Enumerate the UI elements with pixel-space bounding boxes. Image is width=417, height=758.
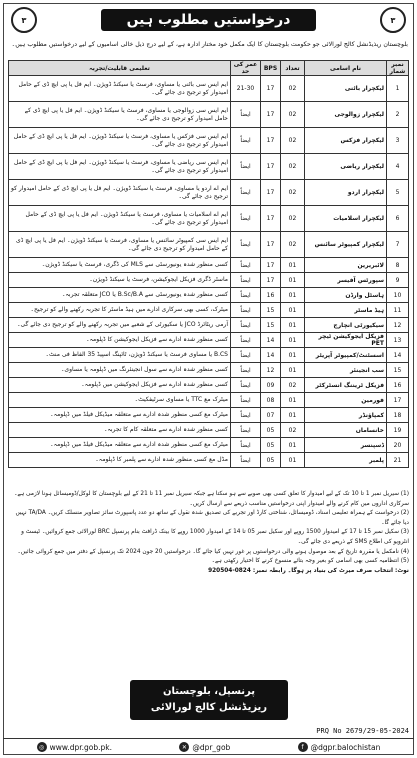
cell-serial: 7 (387, 232, 409, 258)
cell-post: لیکچرار باٹنی (305, 76, 387, 102)
cell-qty: 02 (281, 423, 305, 438)
cell-bps: 17 (261, 102, 281, 128)
note-label: نوٹ: انتخاب صرف میرٹ کی بنیاد پر ہوگا۔ رابطہ نمبر: 0824-920504 (208, 567, 409, 574)
cell-serial: 1 (387, 76, 409, 102)
cell-serial: 6 (387, 206, 409, 232)
col-age: عمر کی حد (231, 61, 261, 76)
cell-qualification: ایم ایس سی فزکس یا مساوی، فرسٹ یا سیکنڈ ڈویژن۔ ایم فل یا پی ایچ ڈی کے حامل امیدوار کو ترجیح دی جائے گی۔ (9, 128, 231, 154)
table-row (9, 363, 409, 378)
footer-website[interactable]: ◎ www.dpr.gob.pk. (37, 742, 112, 752)
cell-serial: 14 (387, 348, 409, 363)
cell-bps: 08 (261, 393, 281, 408)
col-bps: BPS (261, 61, 281, 76)
cell-qty: 02 (281, 102, 305, 128)
cell-age: ایضاً (231, 348, 261, 363)
cell-qty: 01 (281, 348, 305, 363)
cell-serial: 13 (387, 333, 409, 348)
cell-qualification: کسی منظور شدہ ادارے سے متعلقہ کام کا تجربہ۔ (9, 423, 231, 438)
cell-serial: 19 (387, 423, 409, 438)
table-header-row (9, 61, 409, 76)
cell-qty: 01 (281, 273, 305, 288)
cell-post: سیکیورٹی انچارج (305, 318, 387, 333)
cell-post: لائبریرین (305, 258, 387, 273)
cell-qty: 01 (281, 438, 305, 453)
cell-qualification: ایم ایس سی زوالوجی یا مساوی، فرسٹ یا سیکنڈ ڈویژن۔ ایم فل یا پی ایچ ڈی کے حامل امیدوار کو ترجیح دی جائے گی۔ (9, 102, 231, 128)
cell-serial: 15 (387, 363, 409, 378)
cell-post: سپورٹس آفیسر (305, 273, 387, 288)
globe-icon: ◎ (37, 742, 47, 752)
table-row (9, 232, 409, 258)
cell-bps: 05 (261, 438, 281, 453)
notes-section (8, 490, 409, 576)
cell-age: ایضاً (231, 206, 261, 232)
cell-serial: 12 (387, 318, 409, 333)
cell-bps: 17 (261, 232, 281, 258)
cell-bps: 17 (261, 273, 281, 288)
facebook-icon: f (298, 742, 308, 752)
cell-qualification: میٹرک مع کسی منظور شدہ ادارے سے متعلقہ میڈیکل فیلڈ میں ڈپلومہ۔ (9, 408, 231, 423)
cell-post: فورمین (305, 393, 387, 408)
note-5: (5) انتظامیہ کسی بھی اسامی کو بغیر وجہ بتائے منسوخ کرنے کا اختیار رکھتی ہے۔ (211, 558, 409, 565)
note-2: (2) درخواست کے ہمراہ تعلیمی اسناد، ڈومیسائل، شناختی کارڈ اور تجربے کی تصدیق شدہ نقول کے ساتھ دو عدد پاسپورٹ سائز تصاویر منسلک کریں۔ TA/DA نہیں دیا جائے گا۔ (15, 510, 409, 526)
cell-bps: 17 (261, 258, 281, 273)
intro-text: بلوچستان ریذیڈنشل کالج لورالائی جو حکومت بلوچستان کا ایک مکمل خود مختار ادارہ ہے، کے لیے درج ذیل خالی اسامیوں کے لیے درخواستیں مطلوب ہیں۔ (11, 41, 408, 48)
cell-qty: 01 (281, 453, 305, 468)
cell-serial: 20 (387, 438, 409, 453)
cell-post: فزیکل ٹریننگ انسٹرکٹر (305, 378, 387, 393)
cell-serial: 21 (387, 453, 409, 468)
cell-qualification: ماسٹر ڈگری فزیکل ایجوکیشن، فرسٹ یا سیکنڈ ڈویژن۔ (9, 273, 231, 288)
cell-qty: 01 (281, 288, 305, 303)
col-post: نام اسامی (305, 61, 387, 76)
table-row (9, 438, 409, 453)
cell-bps: 17 (261, 180, 281, 206)
cell-qty: 01 (281, 408, 305, 423)
cell-post: خانساماں (305, 423, 387, 438)
cell-qualification: میٹرک، کسی بھی سرکاری ادارے میں ہیڈ ماسٹر کا تجربہ رکھنے والے کو ترجیح۔ (9, 303, 231, 318)
cell-post: ہاسٹل وارڈن (305, 288, 387, 303)
cell-qualification: ایم اے اردو یا مساوی، فرسٹ یا سیکنڈ ڈویژن۔ ایم فل یا پی ایچ ڈی کے حامل امیدوار کو ترجیح دی جائے گی۔ (9, 180, 231, 206)
cell-age: ایضاً (231, 408, 261, 423)
cell-serial: 17 (387, 393, 409, 408)
cell-bps: 17 (261, 206, 281, 232)
cell-bps: 07 (261, 408, 281, 423)
cell-age: ایضاً (231, 423, 261, 438)
cell-qty: 01 (281, 258, 305, 273)
header (3, 3, 414, 37)
table-row (9, 180, 409, 206)
cell-age: ایضاً (231, 128, 261, 154)
cell-qualification: کسی منظور شدہ یونیورسٹی سے MLS کی ڈگری، فرسٹ یا سیکنڈ ڈویژن۔ (9, 258, 231, 273)
cell-serial: 5 (387, 180, 409, 206)
cell-qty: 01 (281, 303, 305, 318)
cell-serial: 4 (387, 154, 409, 180)
footer-twitter[interactable]: ✕ @dpr_gob (179, 742, 230, 752)
cell-post: پلمبر (305, 453, 387, 468)
cell-age: ایضاً (231, 318, 261, 333)
cell-qualification: مڈل مع کسی منظور شدہ ادارے سے پلمبر کا ڈپلومہ۔ (9, 453, 231, 468)
cell-bps: 17 (261, 154, 281, 180)
cell-qualification: B.CS یا مساوی فرسٹ یا سیکنڈ ڈویژن، ٹائپنگ اسپیڈ 35 الفاظ فی منٹ۔ (9, 348, 231, 363)
table-row (9, 348, 409, 363)
cell-serial: 18 (387, 408, 409, 423)
col-qualification: تعلیمی قابلیت/تجربہ (9, 61, 231, 76)
table-row (9, 378, 409, 393)
cell-post: ہیڈ ماسٹر (305, 303, 387, 318)
twitter-icon: ✕ (179, 742, 189, 752)
cell-qty: 01 (281, 363, 305, 378)
cell-bps: 05 (261, 453, 281, 468)
cell-serial: 11 (387, 303, 409, 318)
cell-serial: 3 (387, 128, 409, 154)
college-logo-right-icon: ٣ (380, 7, 406, 33)
cell-qualification: میٹرک مع کسی منظور شدہ ادارے سے متعلقہ میڈیکل فیلڈ میں ڈپلومہ۔ (9, 438, 231, 453)
cell-bps: 14 (261, 333, 281, 348)
table-row (9, 393, 409, 408)
cell-age: ایضاً (231, 438, 261, 453)
cell-age: ایضاً (231, 333, 261, 348)
cell-qualification: آرمی ریٹائرڈ JCO یا سکیورٹی کے شعبے میں تجربہ رکھنے والے کو ترجیح دی جائے گی۔ (9, 318, 231, 333)
page-title: درخواستیں مطلوب ہیں (101, 9, 317, 31)
table-row (9, 102, 409, 128)
col-qty: تعداد (281, 61, 305, 76)
cell-post: لیکچرار ریاضی (305, 154, 387, 180)
cell-qty: 01 (281, 318, 305, 333)
table-row (9, 408, 409, 423)
table-row (9, 303, 409, 318)
signature-line-1: پرنسپل، بلوچستان (162, 686, 256, 697)
cell-qualification: کسی منظور شدہ ادارے سے فزیکل ایجوکیشن کا ڈپلومہ۔ (9, 333, 231, 348)
cell-age: ایضاً (231, 303, 261, 318)
cell-post: لیکچرار فزکس (305, 128, 387, 154)
table-row (9, 128, 409, 154)
cell-age: ایضاً (231, 363, 261, 378)
cell-post: سب انجینئر (305, 363, 387, 378)
col-serial: نمبر شمار (387, 61, 409, 76)
cell-qty: 01 (281, 393, 305, 408)
signature-banner (130, 680, 288, 720)
cell-post: فزیکل ایجوکیشن ٹیچر PET (305, 333, 387, 348)
cell-bps: 14 (261, 348, 281, 363)
cell-age: ایضاً (231, 180, 261, 206)
table-row (9, 258, 409, 273)
signature-line-2: ریزیڈنشل کالج لورالائی (150, 702, 268, 713)
cell-qualification: کسی منظور شدہ ادارے سے فزیکل ایجوکیشن میں ڈپلومہ۔ (9, 378, 231, 393)
table-row (9, 333, 409, 348)
table-row (9, 318, 409, 333)
cell-bps: 15 (261, 318, 281, 333)
cell-qualification: ایم اے اسلامیات یا مساوی، فرسٹ یا سیکنڈ ڈویژن۔ ایم فل یا پی ایچ ڈی کے حامل امیدوار کو ترجیح دی جائے گی۔ (9, 206, 231, 232)
cell-post: ڈسپنسر (305, 438, 387, 453)
cell-qty: 02 (281, 206, 305, 232)
cell-age: ایضاً (231, 102, 261, 128)
cell-post: اسسٹنٹ/کمپیوٹر آپریٹر (305, 348, 387, 363)
footer (3, 738, 414, 755)
cell-serial: 10 (387, 288, 409, 303)
cell-post: لیکچرار اردو (305, 180, 387, 206)
cell-age: ایضاً (231, 273, 261, 288)
cell-serial: 9 (387, 273, 409, 288)
cell-qty: 02 (281, 128, 305, 154)
cell-qty: 02 (281, 76, 305, 102)
table-row (9, 453, 409, 468)
table-row (9, 76, 409, 102)
cell-bps: 17 (261, 76, 281, 102)
vacancy-table (8, 60, 409, 468)
cell-qualification: ایم ایس سی باٹنی یا مساوی، فرسٹ یا سیکنڈ ڈویژن۔ ایم فل یا پی ایچ ڈی کے حامل امیدوار کو ترجیح دی جائے گی۔ (9, 76, 231, 102)
cell-serial: 2 (387, 102, 409, 128)
cell-serial: 16 (387, 378, 409, 393)
cell-qty: 02 (281, 180, 305, 206)
cell-qualification: ایم ایس سی کمپیوٹر سائنس یا مساوی، فرسٹ یا سیکنڈ ڈویژن۔ ایم فل یا پی ایچ ڈی کے حامل امیدوار کو ترجیح دی جائے گی۔ (9, 232, 231, 258)
cell-post: کمپاؤنڈر (305, 408, 387, 423)
cell-bps: 09 (261, 378, 281, 393)
note-4: (4) نامکمل یا مقررہ تاریخ کے بعد موصول ہونے والی درخواستوں پر غور نہیں کیا جائے گا۔ درخواستیں 20 جون 2024 تک پرنسپل کے دفتر میں جمع کروائی جائیں۔ (17, 548, 409, 555)
cell-age: ایضاً (231, 378, 261, 393)
cell-bps: 12 (261, 363, 281, 378)
cell-qty: 02 (281, 232, 305, 258)
cell-age: ایضاً (231, 393, 261, 408)
cell-qualification: کسی منظور شدہ ادارے سے سول انجینئرنگ میں ڈپلومہ یا مساوی۔ (9, 363, 231, 378)
cell-age: ایضاً (231, 288, 261, 303)
gov-logo-left-icon: ٣ (11, 7, 37, 33)
cell-qty: 01 (281, 333, 305, 348)
table-row (9, 154, 409, 180)
prq-number: PRQ No 2679/29-05-2024 (316, 727, 409, 735)
cell-serial: 8 (387, 258, 409, 273)
table-row (9, 288, 409, 303)
cell-bps: 17 (261, 128, 281, 154)
cell-age: ایضاً (231, 453, 261, 468)
footer-facebook[interactable]: f @dgpr.balochistan (298, 742, 381, 752)
note-3: (3) سکیل نمبر 15 تا 17 کے امیدوار 1500 روپے اور سکیل نمبر 05 تا 14 کے امیدوار 1000 روپے کا بینک ڈرافٹ بنام پرنسپل BRC لورالائی جمع کروائیں۔ ٹیسٹ و انٹرویو کی اطلاع SMS کے ذریعے دی جائے گی۔ (21, 529, 409, 545)
table-row (9, 273, 409, 288)
note-1: (1) سیریل نمبر 1 تا 10 تک کے لیے امیدوار کا تعلق کسی بھی صوبے سے ہو سکتا ہے جبکہ سیریل نمبر 11 تا 21 کے لیے بلوچستان کا لوکل/ڈومیسائل ہونا لازمی ہے۔ سرکاری اداروں میں کام کرنے والے امیدوار اپنی درخواستیں مناسب ذریعے سے ارسال کریں۔ (13, 491, 409, 507)
cell-post: لیکچرار اسلامیات (305, 206, 387, 232)
table-row (9, 423, 409, 438)
cell-age: ایضاً (231, 154, 261, 180)
cell-age: ایضاً (231, 258, 261, 273)
cell-bps: 15 (261, 303, 281, 318)
cell-bps: 16 (261, 288, 281, 303)
cell-post: لیکچرار زوالوجی (305, 102, 387, 128)
cell-qty: 02 (281, 378, 305, 393)
cell-age: ایضاً (231, 232, 261, 258)
cell-bps: 05 (261, 423, 281, 438)
cell-qualification: کسی منظور شدہ یونیورسٹی سے B.Sc/B.A یا JCO متعلقہ تجربہ۔ (9, 288, 231, 303)
table-row (9, 206, 409, 232)
cell-qty: 02 (281, 154, 305, 180)
cell-post: لیکچرار کمپیوٹر سائنس (305, 232, 387, 258)
cell-qualification: میٹرک مع TTC یا مساوی سرٹیفکیٹ۔ (9, 393, 231, 408)
cell-age: 21-30 (231, 76, 261, 102)
cell-qualification: ایم ایس سی ریاضی یا مساوی، فرسٹ یا سیکنڈ ڈویژن۔ ایم فل یا پی ایچ ڈی کے حامل امیدوار کو ترجیح دی جائے گی۔ (9, 154, 231, 180)
